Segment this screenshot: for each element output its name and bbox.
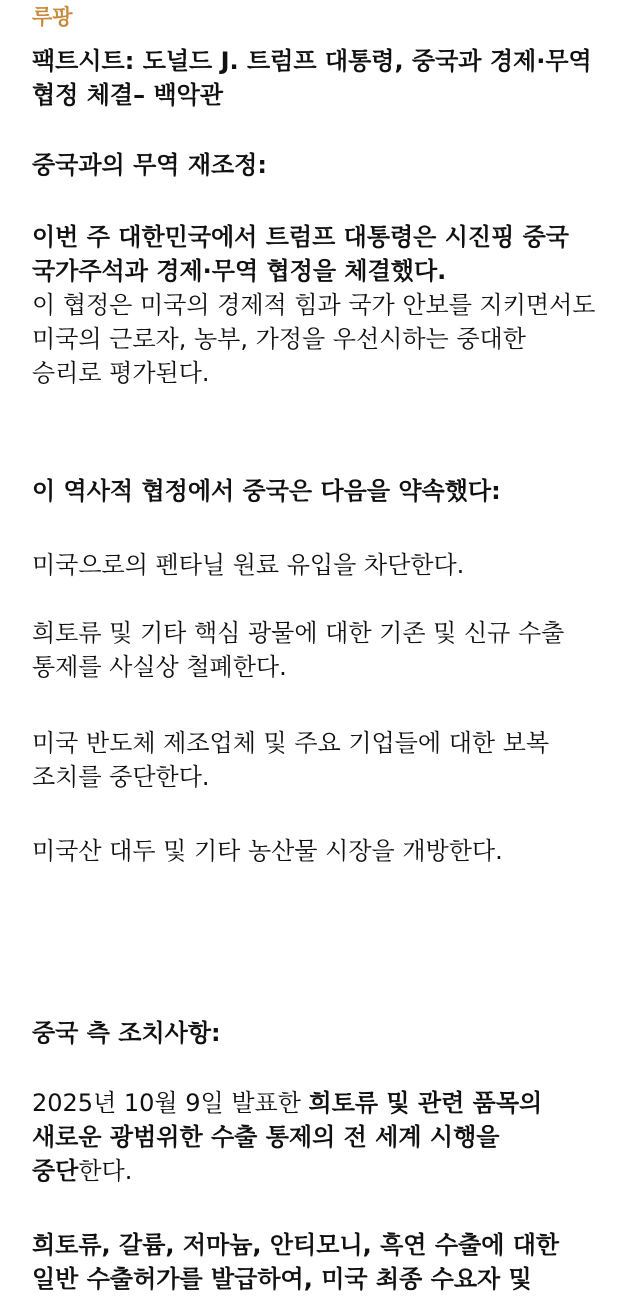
section-heading-trade: 중국과의 무역 재조정: [32,151,267,179]
title-line-1: 팩트시트: 도널드 J. 트럼프 대통령, 중국과 경제·무역 [32,47,592,75]
intro-line-2: 미국의 근로자, 농부, 가정을 우선시하는 중대한 [32,325,526,353]
action-2-line-1: 희토류, 갈륨, 저마늄, 안티모니, 흑연 수출에 대한 [32,1231,560,1259]
commitment-1: 미국으로의 펜타닐 원료 유입을 차단한다. [32,551,465,579]
title-line-2: 협정 체결– 백악관 [32,81,223,109]
action-1 [32,1086,640,1188]
action-1-line-3-normal: 한다. [78,1157,133,1185]
action-1-line-1 [32,1086,640,1120]
intro-bold-line-2: 국가주석과 경제·무역 협정을 체결했다. [32,257,447,285]
commitment-4: 미국산 대두 및 기타 농산물 시장을 개방한다. [32,837,503,865]
section-heading-china-actions: 중국 측 조치사항: [32,1019,221,1047]
action-1-date-text: 2025년 10월 9일 발표한 [32,1089,309,1117]
action-1-line-3 [32,1154,640,1188]
commitment-2 [32,616,640,684]
action-1-bold-text: 희토류 및 관련 품목의 [308,1089,543,1117]
intro-line-3: 승리로 평가된다. [32,359,210,387]
commitment-3-line-2: 조치를 중단한다. [32,763,210,791]
commitment-3 [32,726,640,794]
intro-line-1: 이 협정은 미국의 경제적 힘과 국가 안보를 지키면서도 [32,291,596,319]
commitment-3-line-1: 미국 반도체 제조업체 및 주요 기업들에 대한 보복 [32,729,550,757]
intro-paragraph [32,220,640,390]
action-2 [32,1228,640,1296]
action-1-line-3-bold: 중단 [32,1157,79,1185]
commitment-2-line-2: 통제를 사실상 철폐한다. [32,653,287,681]
intro-bold-line-1: 이번 주 대한민국에서 트럼프 대통령은 시진핑 중국 [32,223,569,251]
message-title [32,44,640,112]
sender-name[interactable]: 루팡 [32,5,73,29]
action-2-line-2: 일반 수출허가를 발급하여, 미국 최종 수요자 및 [32,1265,532,1293]
action-1-line-2: 새로운 광범위한 수출 통제의 전 세계 시행을 [32,1123,500,1151]
commitment-2-line-1: 희토류 및 기타 핵심 광물에 대한 기존 및 신규 수출 [32,619,565,647]
section-heading-commitments: 이 역사적 협정에서 중국은 다음을 약속했다: [32,477,501,505]
